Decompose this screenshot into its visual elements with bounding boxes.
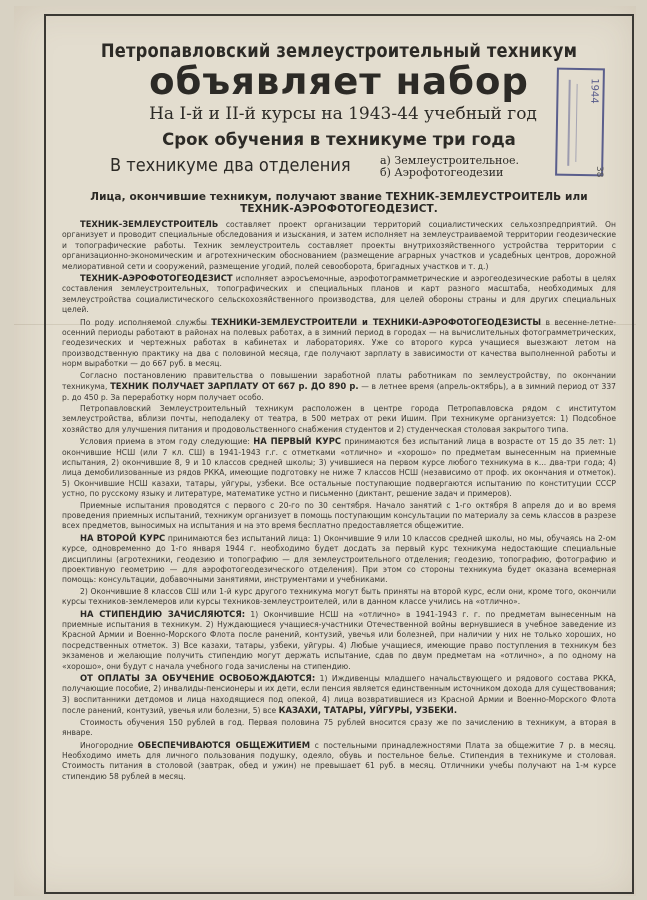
departments-list bbox=[380, 155, 519, 179]
paragraph-text: с постельными принадлежностями Плата за общежитие 7 р. в месяц. Необходимо иметь для личного пользования подушку, одеяло, обувь и постельное белье. Стипендия в техникуме и столовая. Стоимость питания в столовой (завтрак, обед и ужин) не превышает 61 руб. в месяц. Отличники учебы получают на 1-м курсе стипендию 58 рублей в месяц. bbox=[62, 740, 616, 781]
paragraph-text: — в летнее время (апрель-октябрь), а в зимний период от 337 р. до 450 р. За переработку норм получает особо. bbox=[62, 382, 616, 402]
paragraph: Приемные испытания проводятся с первого с 20-го по 30 сентября. Начало занятий с 1-го октября 8 апреля до и во время проведения приемных испытаний, техникум организует в помощь поступающим консультации по материалу за семь классов в разрезе всех предметов, выносимых на испытания и на это время бесплатно предоставляется общежитие. bbox=[62, 500, 616, 531]
stamp-year: 1944 bbox=[588, 78, 600, 104]
paragraph-text: в весенне-летне-осенний периоды работают в районах на полевых работах, а в зимний период в городах — на вычислительных фотограмметрических, геодезических и чертежных работах в кабинетах и лабораториях. Уже со второго курса учащиеся выезжают летом на производственную практику на два с половиной месяца, где получают зарплату в зависимости от качества выполненной работы и норм выработки — до 667 руб. в месяц. bbox=[62, 317, 616, 369]
paragraph-text: принимаются без испытаний лица: 1) Окончившие 9 или 10 классов средней школы, но мы, обучаясь на 2-ом курсе, одновременно до 1-го января 1944 г. необходимо будет досдать за первый курс техникума недостающие специальные дисциплины (агротехники, геодезию и топографию — для землеустроительного отделения; геодезию, топографию, фотографию и проективную геометрию — для аэрофотогеодезического отделения). При этом со стороны техникума будет оказана всемерная помощь: консультации, добавочными занятиями, инструментами и учебниками. bbox=[62, 533, 616, 585]
department-b: б) Аэрофотогеодезии bbox=[380, 166, 504, 179]
term-highlight: КАЗАХИ, ТАТАРЫ, УЙГУРЫ, УЗБЕКИ. bbox=[278, 705, 458, 716]
term-highlight: ТЕХНИКИ-ЗЕМЛЕУСТРОИТЕЛИ и ТЕХНИКИ-АЭРОФОТОГЕОДЕЗИСТЫ bbox=[211, 316, 542, 327]
paragraph bbox=[62, 219, 616, 272]
paragraph-text: исполняет аэросъемочные, аэрофотограмметрические и аэрогеодезические работы в целях составления землеустроительных, топографических и специальных планов и карт разного масштаба, необходимых для землеустройства социалистического сельскохозяйственного производства, для целей обороны страны и для других специальных целей. bbox=[62, 274, 616, 315]
term-highlight: ТЕХНИК-АЭРОФОТОГЕОДЕЗИСТ bbox=[80, 273, 233, 284]
paper-sheet bbox=[14, 6, 636, 896]
term-line: Срок обучения в техникуме три года bbox=[162, 130, 516, 149]
paragraph-text: принимаются без испытаний лица в возрасте от 15 до 35 лет: 1) окончившие НСШ (или 7 кл. СШ) в 1941-1943 г.г. с отметками «отлично» и «хорошо» по предметам вынесенным на приемные испытания, 2) окончившие 8, 9 и 10 классов средней школы; 3) учившиеся на первом курсе любого техникума в к... два-три года; 4) лица демобилизованные из рядов РККА, имеющие подготовку не ниже 7 классов НСШ (независимо от проф. их окончания и отметок). 5) Окончившие НСШ казахи, татары, уйгуры, узбеки. Все остальные поступающие подвергаются испытанию по конституции СССР устно, по русскому языку и литературе, математике устно и письменно (диктант, решение задач и примеров). bbox=[62, 437, 616, 499]
salary-highlight: ТЕХНИК ПОЛУЧАЕТ ЗАРПЛАТУ ОТ 667 р. ДО 890 р. bbox=[110, 381, 359, 392]
paragraph-text: составляет проект организации территорий социалистических сельхозпредприятий. Он организует и проводит специальные обследования и изыскания, и затем исполняет на землеустраиваемой территории геодезические и топографические работы. Техник землеустроитель составляет проекты внутрихозяйственного устройства территории с организационно-экономическим и агротехническим обоснованием (размещение аграрных участков и усадебных центров, дорожной мелиоративной сети и сооружений, размещение угодий, полей севооборота, бригадных участков и т. д.) bbox=[62, 220, 616, 271]
paragraph bbox=[62, 273, 616, 316]
paragraph: Стоимость обучения 150 рублей в год. Первая половина 75 рублей вносится сразу же по зачислению в техникум, а вторая в январе. bbox=[62, 717, 616, 738]
first-course-heading: НА ПЕРВЫЙ КУРС bbox=[253, 436, 342, 447]
paragraph bbox=[62, 436, 616, 499]
poster-frame bbox=[44, 14, 634, 894]
paragraph-text: Условия приема в этом году следующие: bbox=[80, 437, 250, 447]
paragraph bbox=[62, 609, 616, 672]
paragraph-text: 1) Окончившие НСШ на «отлично» в 1941-1943 г. г. по предметам вынесенным на приемные испытания в техникум. 2) Нуждающиеся учащиеся-участники Отечественной войны вернувшиеся в учебное заведение из Красной Армии и Военно-Морского Флота после ранений, контузий, увечья или болезней, при наличии у них не только хороших, но посредственных отметок. 3) Все казахи, татары, узбеки, уйгуры. 4) Любые учащиеся, имеющие право поступления в техникум без экзаменов и желающие получить стипендию могут держать испытание, сдав по двум предметам на «отлично», а по одному на «хорошо», они будут с начала учебного года зачислены на стипендию. bbox=[62, 609, 616, 671]
stipend-heading: НА СТИПЕНДИЮ ЗАЧИСЛЯЮТСЯ: bbox=[80, 608, 246, 619]
paragraph bbox=[62, 673, 616, 717]
announce-heading: объявляет набор bbox=[149, 60, 529, 103]
courses-line: На I-й и II-й курсы на 1943-44 учебный год bbox=[149, 104, 537, 124]
paragraph bbox=[62, 317, 616, 370]
school-name: Петропавловский землеустроительный техникум bbox=[100, 40, 578, 62]
paragraph-text: 1) Иждивенцы младшего начальствующего и рядового состава РККА, получающие пособие, 2) инвалиды-пенсионеры и их дети, если пенсия является единственным источником дохода для существования; 3) воспитанники детдомов и лица находящиеся под опекой, 4) лица возвратившиеся из Красной Армии и Военно-Морского Флота после ранений, контузий, увечья или болезни, 5) все bbox=[62, 674, 616, 716]
paragraph: Петропавловский Землеустроительный техникум расположен в центре города Петропавловска рядом с институтом землеустройства, вблизи почты, неподалеку от театра, в 500 метрах от реки Ишим. При техникуме организуется: 1) Подсобное хозяйство для улучшения питания и продовольственного снабжения студентов и 2) студенческая столовая закрытого типа. bbox=[62, 403, 616, 434]
departments-lead: В техникуме два отделения bbox=[110, 155, 351, 176]
departments bbox=[62, 151, 616, 191]
paragraph-text: Иногородние bbox=[80, 740, 134, 750]
department-a: а) Землеустроительное. bbox=[380, 154, 520, 167]
second-course-heading: НА ВТОРОЙ КУРС bbox=[80, 532, 166, 543]
paragraph-text: Согласно постановлению правительства о повышении заработной платы работникам по землеустройству, по окончании техникума, bbox=[62, 370, 616, 392]
exemption-heading: ОТ ОПЛАТЫ ЗА ОБУЧЕНИЕ ОСВОБОЖДАЮТСЯ: bbox=[80, 673, 316, 684]
announcement-body bbox=[62, 219, 616, 782]
qualification-title: Лица, окончившие техникум, получают звание ТЕХНИК-ЗЕМЛЕУСТРОИТЕЛЬ или ТЕХНИК-АЭРОФОТОГЕОДЕЗИСТ. bbox=[90, 191, 588, 215]
stamp-number: 38 bbox=[594, 166, 604, 178]
paragraph-text: По роду исполняемой службы bbox=[80, 317, 207, 327]
dormitory-highlight: ОБЕСПЕЧИВАЮТСЯ ОБЩЕЖИТИЕМ bbox=[137, 739, 311, 750]
term-highlight: ТЕХНИК-ЗЕМЛЕУСТРОИТЕЛЬ bbox=[80, 219, 219, 229]
paragraph: 2) Окончившие 8 классов СШ или 1-й курс другого техникума могут быть приняты на второй курс, если они, кроме того, окончили курсы техников-землемеров или курсы техников-землеустроителей, или в данном классе учились на «отлично». bbox=[62, 586, 616, 607]
paragraph bbox=[62, 740, 616, 783]
paragraph bbox=[62, 371, 616, 403]
paragraph bbox=[62, 533, 616, 586]
